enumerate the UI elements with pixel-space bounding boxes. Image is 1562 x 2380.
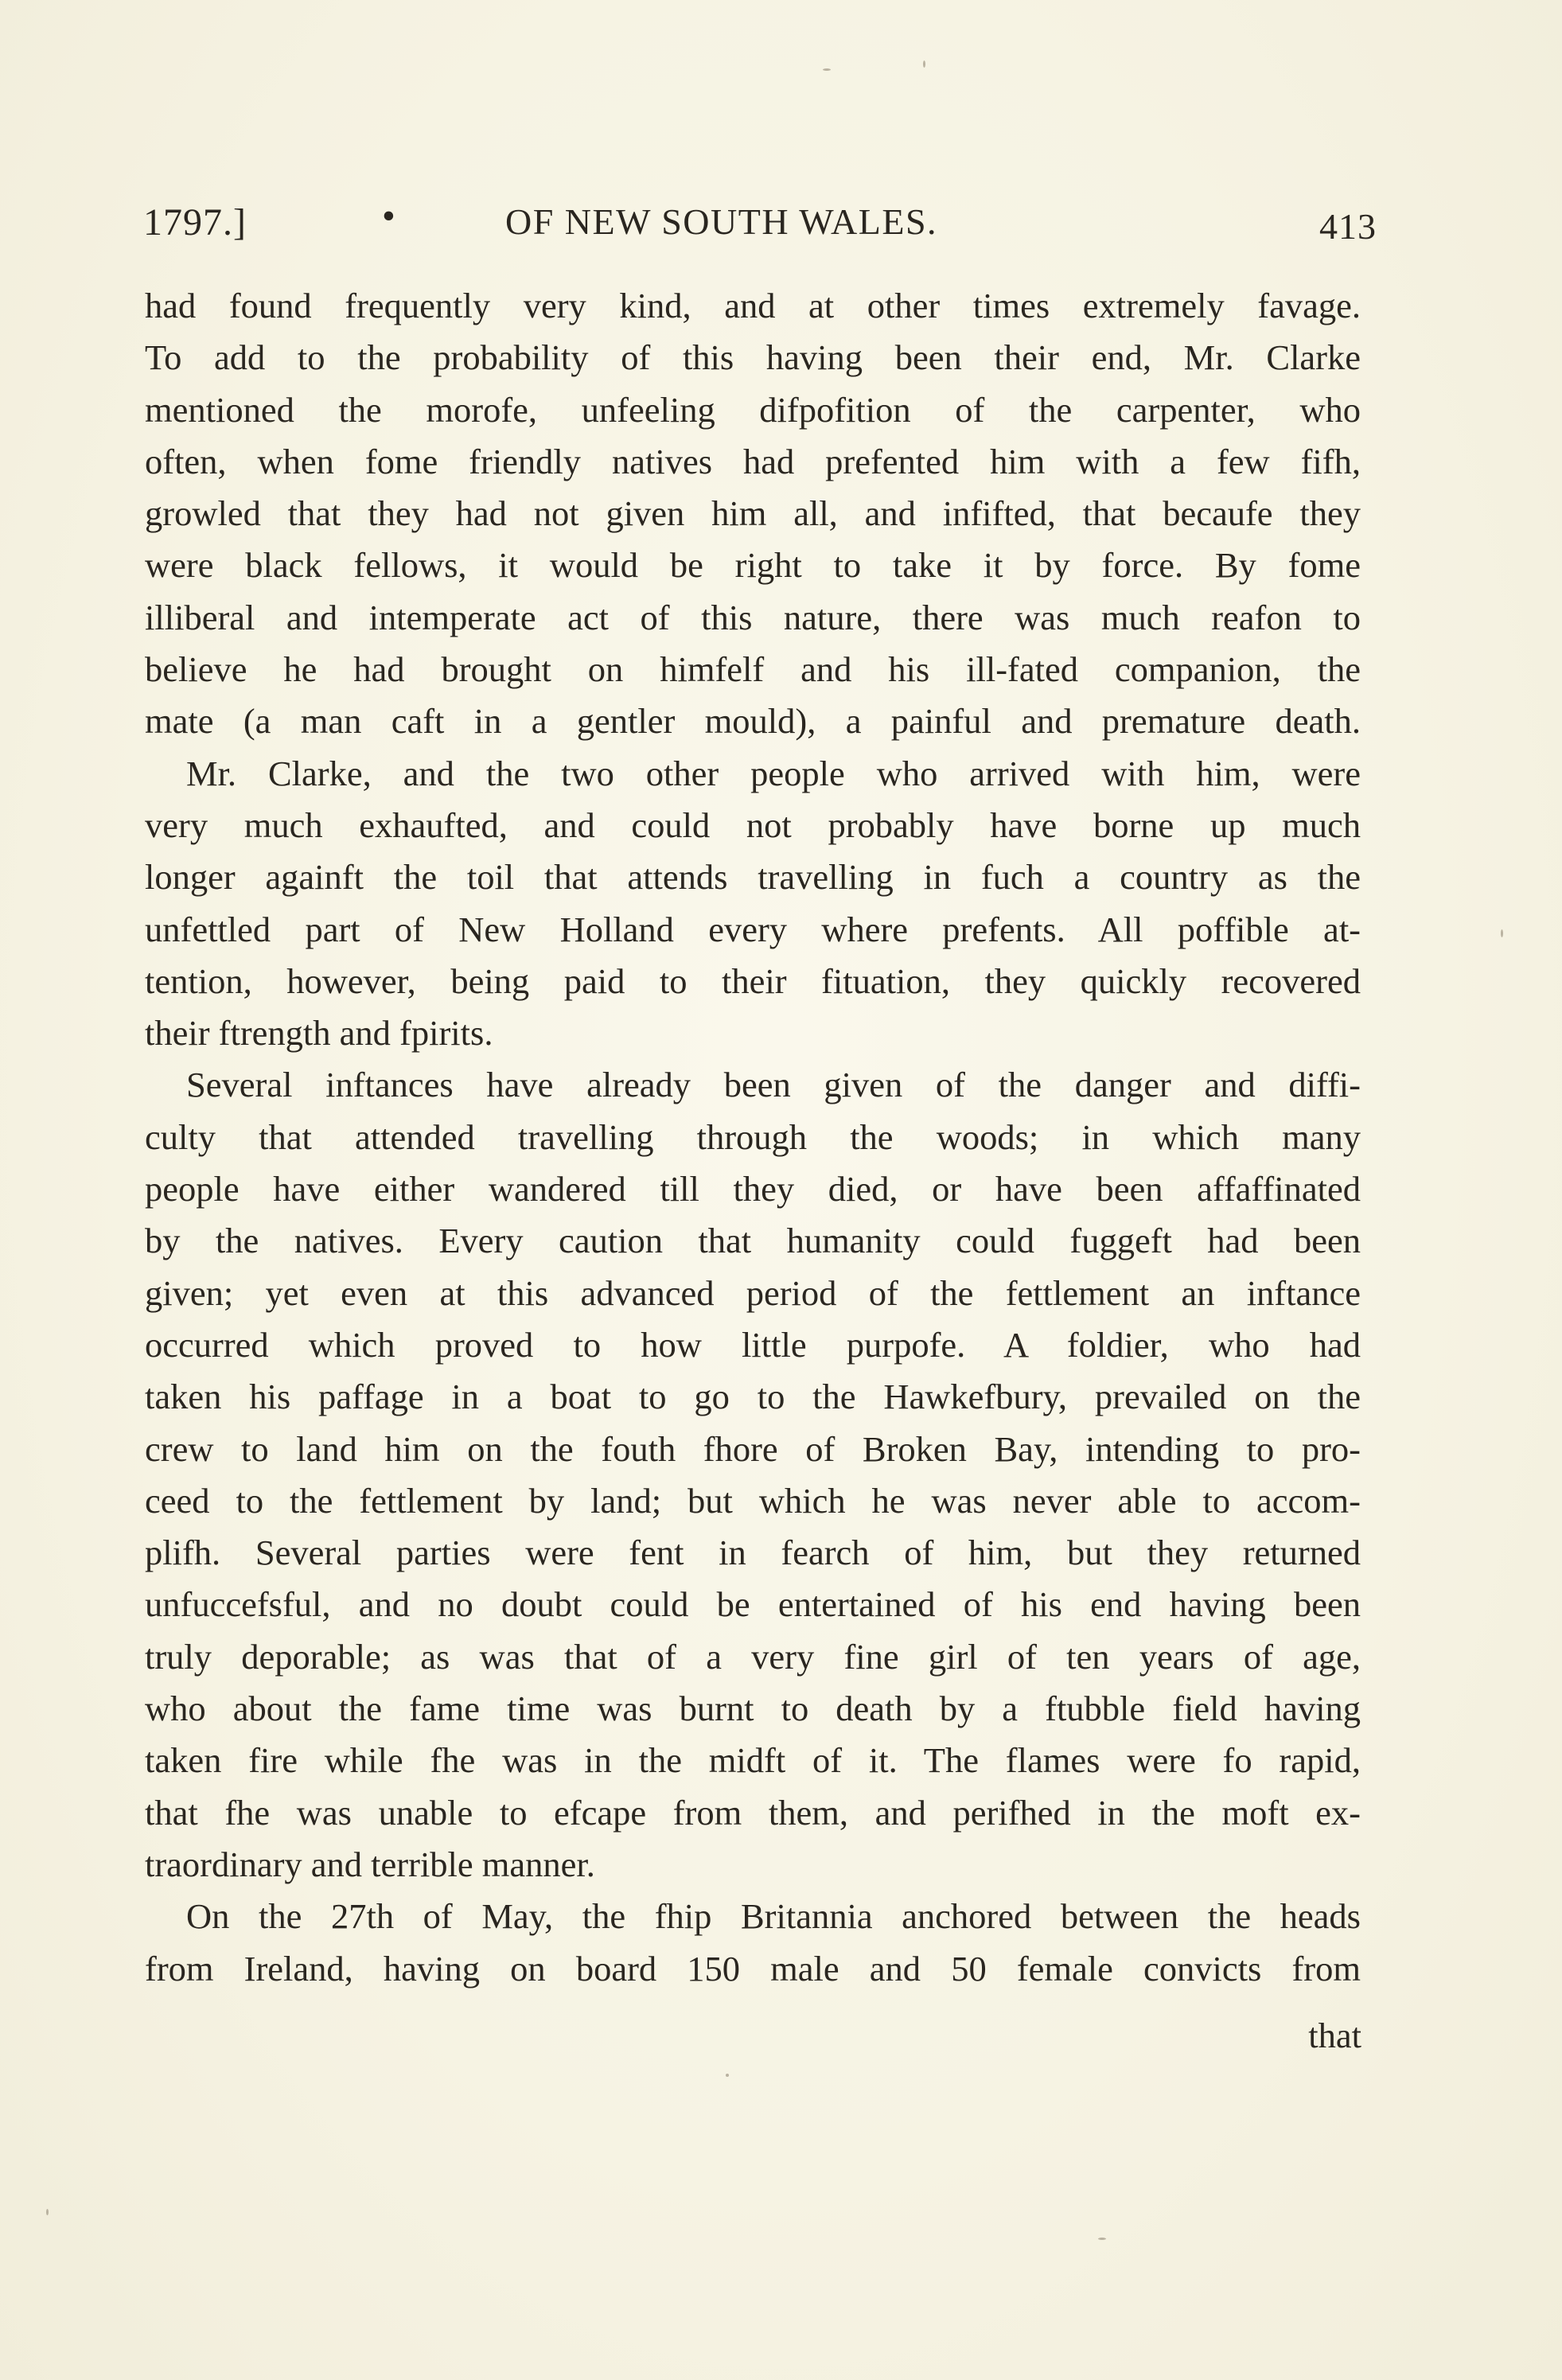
text-line: unfuccefsful, and no doubt could be entertained of his end having been (145, 1584, 1361, 1625)
text-line: their ftrength and fpirits. (145, 1013, 493, 1054)
text-line: from Ireland, having on board 150 male and 50 female convicts from (145, 1948, 1361, 1989)
header-title: OF NEW SOUTH WALES. (505, 201, 938, 242)
text-line: often, when fome friendly natives had prefented him with a few fifh, (145, 441, 1361, 481)
paper-speck (1098, 2238, 1106, 2240)
text-line: taken fire while fhe was in the midft of it. The flames were fo rapid, (145, 1740, 1361, 1781)
text-line: traordinary and terrible manner. (145, 1844, 595, 1884)
text-line: crew to land him on the fouth fhore of Broken Bay, intending to pro- (145, 1428, 1361, 1469)
text-line: plifh. Several parties were fent in fearch of him, but they returned (145, 1533, 1361, 1573)
text-line: Mr. Clarke, and the two other people who arrived with him, were (186, 753, 1361, 793)
text-line: had found frequently very kind, and at other times extremely favage. (145, 286, 1361, 325)
text-line: that fhe was unable to efcape from them, and perifhed in the moft ex- (145, 1792, 1361, 1833)
text-line: were black fellows, it would be right to take it by force. By fome (145, 545, 1361, 586)
text-line: illiberal and intemperate act of this nature, there was much reafon to (145, 597, 1361, 637)
text-line: mate (a man caft in a gentler mould), a painful and premature death. (145, 701, 1361, 742)
text-line: believe he had brought on himfelf and his ill-fated companion, the (145, 649, 1361, 690)
text-line: tention, however, being paid to their fituation, they quickly recovered (145, 960, 1361, 1001)
text-line: very much exhaufted, and could not probably have borne up much (145, 804, 1361, 845)
text-line: On the 27th of May, the fhip Britannia anchored between the heads (186, 1896, 1361, 1937)
text-line: mentioned the morofe, unfeeling difpofition of the carpenter, who (145, 389, 1361, 430)
paper-speck (726, 2074, 729, 2077)
text-line: longer againft the toil that attends travelling in fuch a country as the (145, 857, 1361, 898)
catchword: that (1308, 2016, 1361, 2055)
text-line: given; yet even at this advanced period of the fettlement an inftance (145, 1272, 1361, 1313)
paper-speck (1501, 929, 1503, 937)
text-line: occurred which proved to how little purpofe. A foldier, who had (145, 1324, 1361, 1365)
page-number: 413 (1319, 206, 1377, 247)
text-line: growled that they had not given him all, and infifted, that becaufe they (145, 493, 1361, 534)
text-line: who about the fame time was burnt to death by a ftubble field having (145, 1689, 1361, 1729)
text-line: people have either wandered till they died, or have been affaffinated (145, 1169, 1361, 1209)
text-line: To add to the probability of this having been their end, Mr. Clarke (145, 337, 1361, 378)
text-line: taken his paffage in a boat to go to the Hawkefbury, prevailed on the (145, 1377, 1361, 1417)
header-ornament: • (382, 195, 395, 237)
text-line: ceed to the fettlement by land; but which he was never able to accom- (145, 1480, 1361, 1521)
running-header (143, 191, 1377, 255)
text-line: Several inftances have already been given of the danger and diffi- (186, 1065, 1361, 1105)
text-line: unfettled part of New Holland every where prefents. All poffible at- (145, 909, 1361, 949)
paper-speck (46, 2209, 49, 2215)
paper-speck (823, 68, 831, 71)
paper-speck (923, 60, 925, 68)
text-line: culty that attended travelling through the woods; in which many (145, 1116, 1361, 1157)
body-text (145, 280, 1361, 1995)
text-line: truly deporable; as was that of a very fine girl of ten years of age, (145, 1636, 1361, 1677)
header-year: 1797.] (143, 201, 247, 243)
text-line: by the natives. Every caution that humanity could fuggeft had been (145, 1221, 1361, 1261)
